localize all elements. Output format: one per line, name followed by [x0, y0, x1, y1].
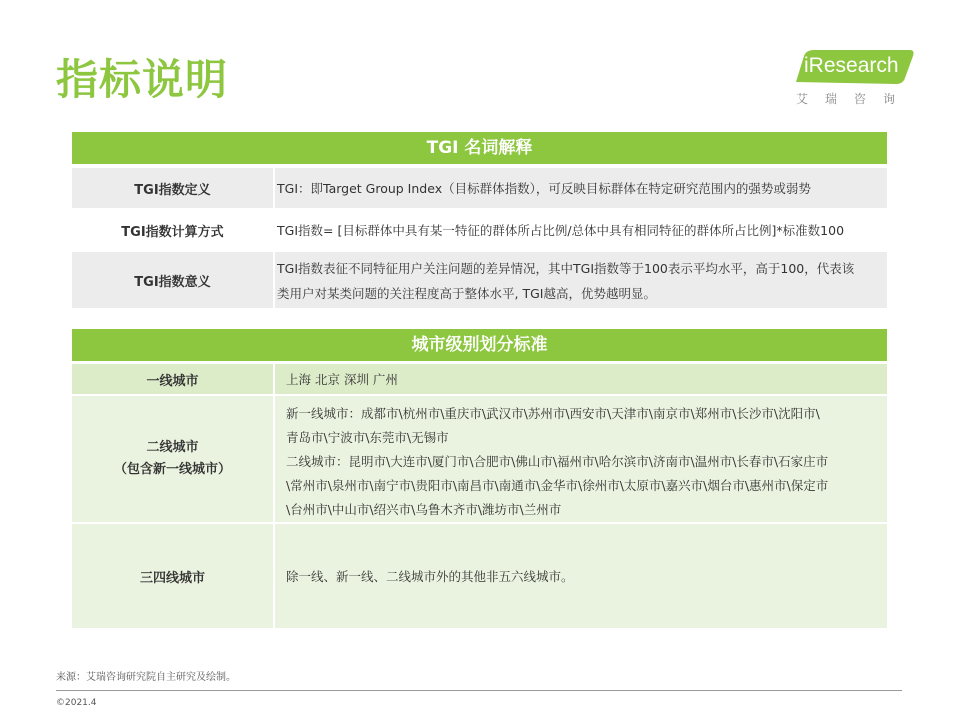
- row-label: [72, 396, 273, 522]
- row-label-main: 二线城市: [146, 440, 199, 455]
- logo-wordmark: iResearch: [804, 54, 899, 77]
- tgi-section-header: TGI 名词解释: [72, 132, 887, 164]
- row-text: 上海 北京 深圳 广州: [286, 371, 398, 387]
- footer-divider: [56, 690, 902, 691]
- row-text: TGI指数= [目标群体中具有某一特征的群体所占比例/总体中具有相同特征的群体所占比例]*标准数100: [277, 222, 845, 238]
- row-label-sub: （包含新一线城市）: [113, 462, 231, 477]
- text-line: \台州市\中山市\绍兴市\乌鲁木齐市\潍坊市\兰州市: [286, 502, 562, 517]
- copyright: ©2021.4: [56, 698, 97, 708]
- row-label: 一线城市: [146, 373, 199, 389]
- page-title: 指标说明: [56, 55, 229, 104]
- row-label: TGI指数计算方式: [121, 224, 224, 240]
- row-label: TGI指数定义: [134, 182, 211, 198]
- text-line: TGI指数表征不同特征用户关注问题的差异情况，其中TGI指数等于100表示平均水平，高于100，代表该: [277, 261, 855, 276]
- source-note: 来源：艾瑞咨询研究院自主研究及绘制。: [56, 672, 236, 683]
- row-label: TGI指数意义: [134, 274, 211, 290]
- row-label: 三四线城市: [139, 570, 205, 586]
- text-line: 二线城市：昆明市\大连市\厦门市\合肥市\佛山市\福州市\哈尔滨市\济南市\温州市\长春市\石家庄市: [286, 454, 829, 469]
- city-row-tier3: [72, 524, 887, 628]
- city-section-header: 城市级别划分标准: [72, 329, 887, 361]
- row-text: [275, 396, 887, 522]
- city-row-tier2: [72, 396, 887, 522]
- iresearch-logo: [790, 48, 915, 110]
- text-line: \常州市\泉州市\南宁市\贵阳市\南昌市\南通市\金华市\徐州市\太原市\嘉兴市\烟台市\惠州市\保定市: [286, 478, 829, 493]
- row-text: 除一线、新一线、二线城市外的其他非五六线城市。: [286, 568, 574, 584]
- text-line: 青岛市\宁波市\东莞市\无锡市: [286, 430, 449, 445]
- row-text: [275, 252, 887, 308]
- logo-chinese-name: 艾瑞咨询: [796, 92, 913, 106]
- tgi-row-formula: [72, 210, 887, 250]
- tgi-row-meaning: [72, 252, 887, 308]
- text-line: 新一线城市：成都市\杭州市\重庆市\武汉市\苏州市\西安市\天津市\南京市\郑州市\长沙市\沈阳市\: [286, 406, 820, 421]
- row-text: TGI：即Target Group Index（目标群体指数），可反映目标群体在特定研究范围内的强势或弱势: [277, 180, 811, 196]
- text-line: 类用户对某类问题的关注程度高于整体水平, TGI越高，优势越明显。: [277, 286, 656, 301]
- tgi-row-definition: [72, 168, 887, 208]
- city-row-tier1: [72, 364, 887, 394]
